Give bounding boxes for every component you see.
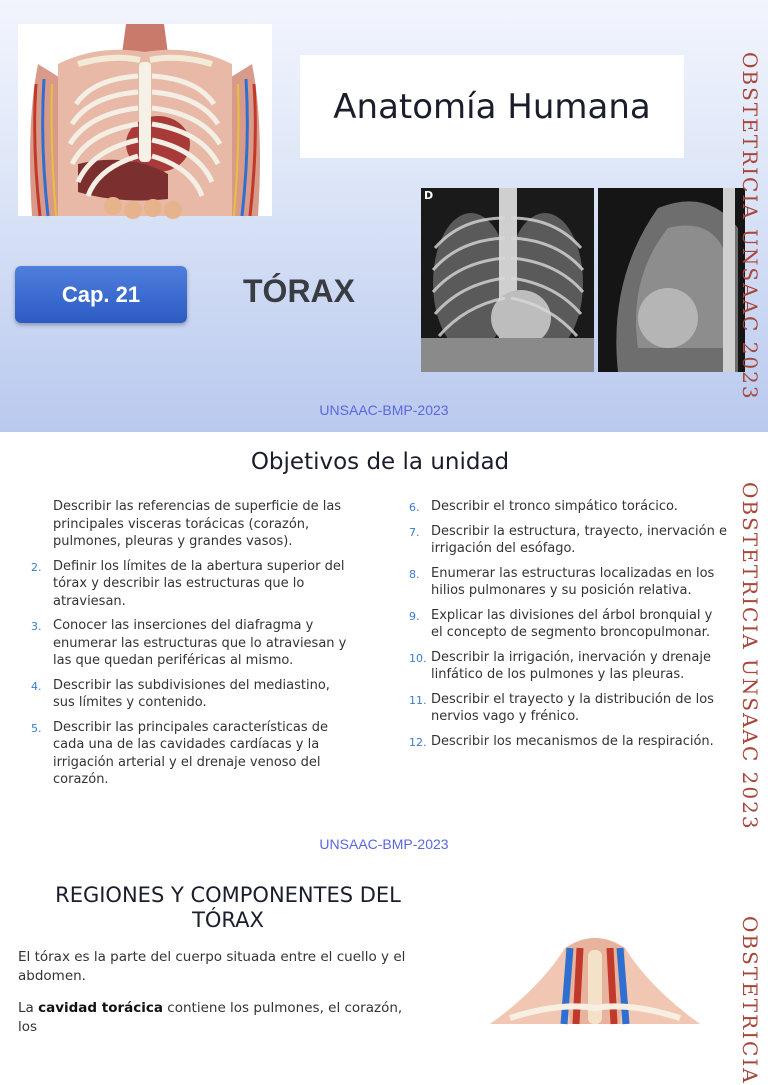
objectives-slide	[0, 432, 768, 858]
regions-slide	[0, 858, 768, 1085]
chapter-badge: Cap. 21	[15, 266, 187, 323]
chest-xray-lateral	[598, 188, 745, 372]
slide-footer: UNSAAC-BMP-2023	[319, 402, 449, 418]
xray-side-label: D	[424, 189, 434, 202]
list-item: 5. Describir las principales características de cada una de las cavidades cardíacas y la irrigación arterial y el drenaje venoso del corazón.	[31, 719, 329, 787]
list-item: 12. Describir los mecanismos de la respiración.	[409, 733, 714, 749]
chest-xray-frontal	[421, 188, 594, 372]
list-item: 2. Definir los límites de la abertura superior del tórax y describir las estructuras que lo atraviesan.	[31, 558, 345, 609]
regions-heading: REGIONES Y COMPONENTES DEL TÓRAX	[55, 883, 401, 932]
objectives-heading: Objetivos de la unidad	[250, 449, 510, 475]
intro-paragraph: El tórax es la parte del cuerpo situada entre el cuello y el abdomen.	[18, 949, 406, 984]
objectives-list-left	[31, 498, 351, 796]
subject-title: TÓRAX	[243, 273, 355, 309]
list-item: 6. Describir el tronco simpático torácico.	[409, 499, 678, 514]
thorax-anatomy-illustration	[18, 24, 272, 216]
side-watermark: OBSTETRICIA UNSAAC 2023	[738, 482, 762, 831]
side-watermark: OBSTETRICIA	[738, 916, 762, 1085]
list-item: 9. Explicar las divisiones del árbol bronquial y el concepto de segmento broncopulmonar.	[409, 607, 713, 640]
list-item: 10. Describir la irrigación, inervación y drenaje linfático de los pulmones y las pleuras.	[409, 649, 711, 682]
side-watermark: OBSTETRICIA UNSAAC 2023	[738, 52, 762, 401]
list-item: Describir las referencias de superficie de las principales visceras torácicas (corazón, pulmones, pleuras y grandes vasos).	[53, 499, 342, 549]
objectives-list-right	[409, 498, 727, 757]
list-item: 3. Conocer las inserciones del diafragma y enumerar las estructuras que lo atraviesan y las que quedan periféricas al mismo.	[31, 618, 347, 668]
title-box	[300, 55, 684, 158]
list-item: 7. Describir la estructura, trayecto, inervación e irrigación del esófago.	[409, 523, 727, 556]
slide-title: Anatomía Humana	[333, 86, 651, 127]
cavity-paragraph: La cavidad torácica contiene los pulmones, el corazón, los	[18, 1000, 403, 1035]
list-item: 4. Describir las subdivisiones del mediastino, sus límites y contenido.	[31, 677, 330, 710]
neck-vessels-illustration	[470, 928, 720, 1024]
list-item: 11. Describir el trayecto y la distribución de los nervios vago y frénico.	[409, 691, 714, 724]
slide-footer: UNSAAC-BMP-2023	[319, 836, 449, 852]
list-item: 8. Enumerar las estructuras localizadas en los hilios pulmonares y su posición relativa.	[409, 565, 715, 598]
title-slide	[0, 0, 768, 432]
